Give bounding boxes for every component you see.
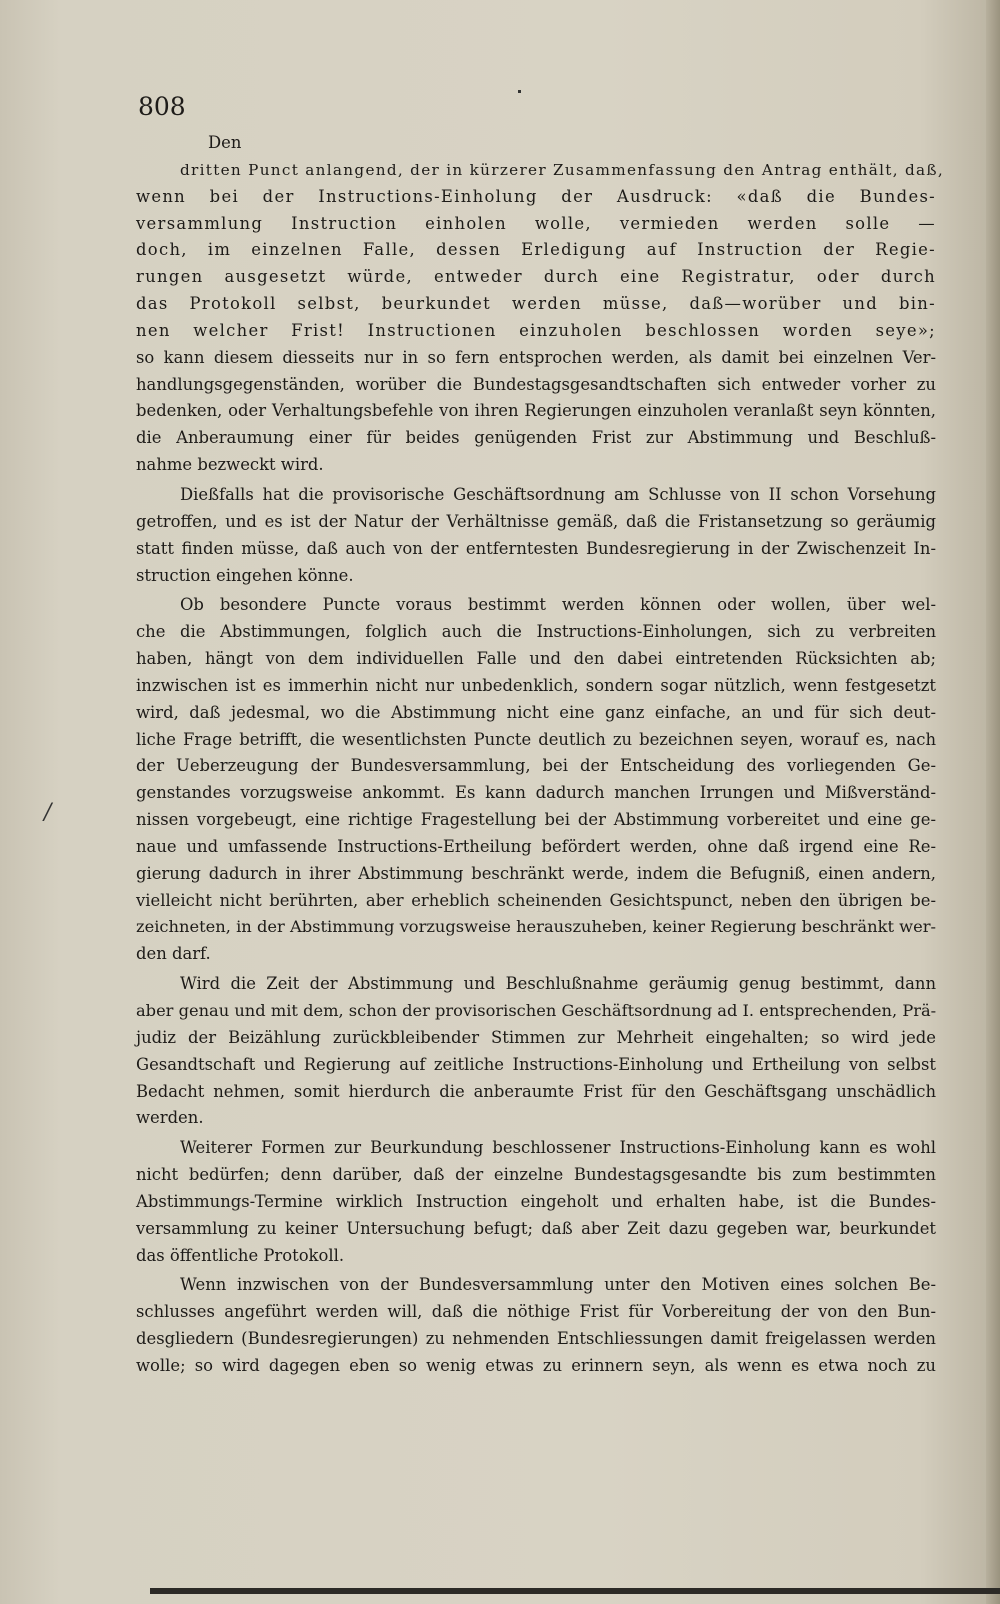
page-edge	[986, 0, 1000, 1604]
text-line: die Anberaumung einer für beides genügenden Frist zur Abstimmung und Beschluß-	[136, 428, 936, 448]
text-line: so kann diesem diesseits nur in so fern entsprochen werden, als damit bei einzelnen Ver-	[136, 347, 936, 367]
text-line: Weiterer Formen zur Beurkundung beschlossener Instructions-Einholung kann es wohl	[180, 1138, 936, 1158]
paragraph	[136, 592, 936, 968]
text-line: che die Abstimmungen, folglich auch die Instructions-Einholungen, sich zu verbreiten	[136, 622, 936, 642]
text-line: Gesandtschaft und Regierung auf zeitliche Instructions-Einholung und Ertheilung von selbst	[136, 1054, 936, 1074]
page-bottom-rule	[150, 1588, 1000, 1594]
text-line: zeichneten, in der Abstimmung vorzugsweise herauszuheben, keiner Regierung beschränkt wer-	[136, 917, 936, 937]
text-line: haben, hängt von dem individuellen Falle und den dabei eintretenden Rücksichten ab;	[136, 649, 936, 669]
text-line: nahme bezweckt wird.	[136, 455, 324, 475]
text-line: desgliedern (Bundesregierungen) zu nehmenden Entschliessungen damit freigelassen werden	[136, 1329, 936, 1349]
text-line: wird, daß jedesmal, wo die Abstimmung nicht eine ganz einfache, an und für sich deut-	[136, 702, 936, 722]
text-line: genstandes vorzugsweise ankommt. Es kann dadurch manchen Irrungen und Mißverständ-	[136, 783, 936, 803]
text-line: werden.	[136, 1108, 204, 1128]
text-line: Wird die Zeit der Abstimmung und Beschlußnahme geräumig genug bestimmt, dann	[180, 974, 936, 994]
text-line: Dießfalls hat die provisorische Geschäftsordnung am Schlusse von II schon Vorsehung	[180, 484, 936, 504]
text-line: struction eingehen könne.	[136, 565, 354, 585]
paragraph	[136, 482, 936, 589]
text-line: getroffen, und es ist der Natur der Verhältnisse gemäß, daß die Fristansetzung so geräumig	[136, 511, 936, 531]
text-line: Abstimmungs-Termine wirklich Instruction eingeholt und erhalten habe, ist die Bundes-	[136, 1191, 936, 1211]
text-line: Bedacht nehmen, somit hierdurch die anberaumte Frist für den Geschäftsgang unschädlich	[136, 1081, 936, 1101]
text-line: doch, im einzelnen Falle, dessen Erledigung auf Instruction der Regie-	[136, 240, 936, 260]
text-line: wolle; so wird dagegen eben so wenig etwas zu erinnern seyn, als wenn es etwa noch zu	[136, 1355, 936, 1375]
body-text	[136, 130, 944, 1380]
text-line: das Protokoll selbst, beurkundet werden müsse, daß—worüber und bin-	[136, 294, 936, 314]
text-line: bedenken, oder Verhaltungsbefehle von ihren Regierungen einzuholen veranlaßt seyn könnten,	[136, 401, 936, 421]
text-line: nissen vorgebeugt, eine richtige Fragestellung bei der Abstimmung vorbereitet und eine ge-	[136, 810, 936, 830]
text-line: statt finden müsse, daß auch von der entferntesten Bundesregierung in der Zwischenzeit In-	[136, 538, 936, 558]
text-line: judiz der Beizählung zurückbleibender Stimmen zur Mehrheit eingehalten; so wird jede	[136, 1027, 936, 1047]
text-line: schlusses angeführt werden will, daß die nöthige Frist für Vorbereitung der von den Bun-	[136, 1302, 936, 1322]
paragraph	[136, 971, 936, 1132]
text-line: vielleicht nicht berührten, aber erheblich scheinenden Gesichtspunct, neben den übrigen be-	[136, 890, 936, 910]
text-line: nicht bedürfen; denn darüber, daß der einzelne Bundestagsgesandte bis zum bestimmten	[136, 1165, 936, 1185]
text-line: Den	[208, 133, 242, 152]
text-line: nen welcher Frist! Instructionen einzuholen beschlossen worden seye»;	[136, 320, 936, 340]
text-line: Ob besondere Puncte voraus bestimmt werden können oder wollen, über wel-	[180, 595, 936, 615]
text-line: das öffentliche Protokoll.	[136, 1245, 345, 1265]
text-line: aber genau und mit dem, schon der provisorischen Geschäftsordnung ad I. entsprechenden, Prä-	[136, 1001, 937, 1020]
print-speck	[518, 90, 521, 93]
text-line: versammlung Instruction einholen wolle, vermieden werden solle —	[136, 213, 936, 233]
text-line: der Ueberzeugung der Bundesversammlung, bei der Entscheidung des vorliegenden Ge-	[136, 756, 936, 776]
paragraph	[136, 1272, 936, 1379]
page-number: 808	[138, 92, 186, 121]
text-line: inzwischen ist es immerhin nicht nur unbedenklich, sondern sogar nützlich, wenn festgesetzt	[136, 675, 936, 695]
paragraph	[136, 130, 944, 479]
text-line: den darf.	[136, 944, 211, 964]
text-line: wenn bei der Instructions-Einholung der Ausdruck: «daß die Bundes-	[136, 186, 936, 206]
text-line: versammlung zu keiner Untersuchung befugt; daß aber Zeit dazu gegeben war, beurkundet	[136, 1218, 936, 1238]
margin-pencil-mark: /	[44, 800, 52, 825]
paragraph	[136, 1135, 936, 1269]
text-line: rungen ausgesetzt würde, entweder durch eine Registratur, oder durch	[136, 267, 936, 287]
text-line: naue und umfassende Instructions-Ertheilung befördert werden, ohne daß irgend eine Re-	[136, 836, 936, 856]
text-line: liche Frage betrifft, die wesentlichsten Puncte deutlich zu bezeichnen seyen, worauf es, nach	[136, 729, 936, 749]
text-line: gierung dadurch in ihrer Abstimmung beschränkt werde, indem die Befugniß, einen andern,	[136, 863, 936, 883]
text-line: handlungsgegenständen, worüber die Bundestagsgesandtschaften sich entweder vorher zu	[136, 374, 936, 394]
text-line: Wenn inzwischen von der Bundesversammlung unter den Motiven eines solchen Be-	[180, 1275, 936, 1295]
text-line: dritten Punct anlangend, der in kürzerer Zusammenfassung den Antrag enthält, daß,	[180, 160, 944, 179]
